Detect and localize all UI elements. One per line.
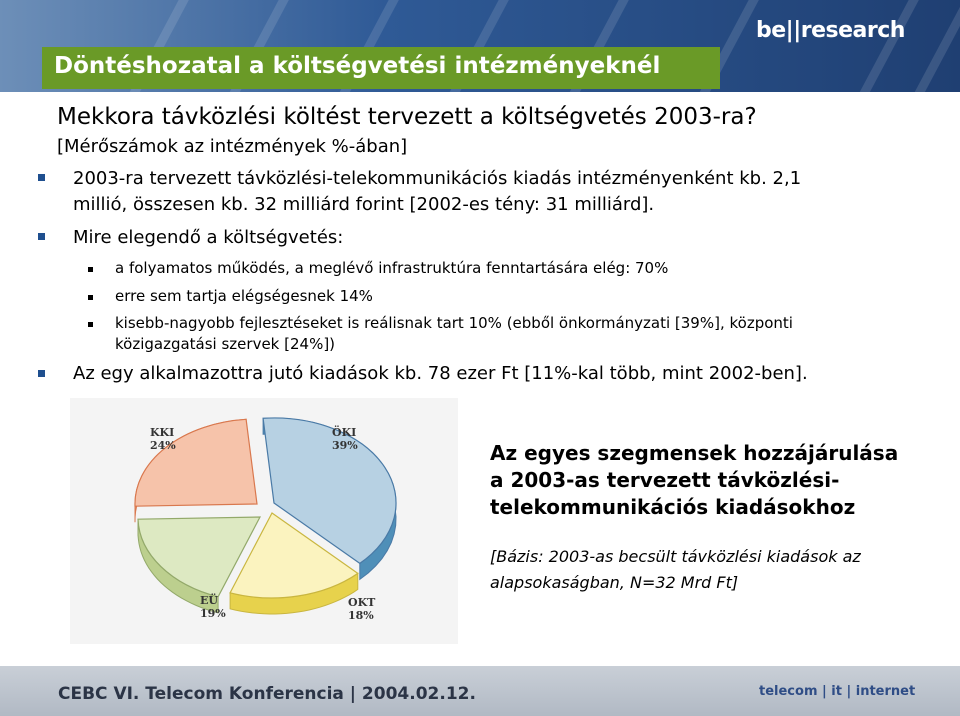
bullet-marker-1: [38, 174, 45, 181]
bullet-marker-2: [38, 233, 45, 240]
pie-label-okt: OKT: [348, 596, 376, 609]
question-sub: [Mérőszámok az intézmények %-ában]: [57, 136, 408, 157]
logo: be||research: [756, 18, 905, 43]
sub-bullet-2: erre sem tartja elégségesnek 14%: [115, 287, 373, 305]
chart-area: [70, 398, 458, 644]
sub-bullet-marker-3: [88, 322, 93, 327]
pie-value-kki: 24%: [150, 439, 176, 452]
bullet-1-line-1: 2003-ra tervezett távközlési-telekommunikációs kiadás intézményenként kb. 2,1: [73, 168, 802, 189]
pie-value-okt: 18%: [348, 609, 374, 622]
pie-value-eü: 19%: [200, 607, 226, 620]
sub-bullet-marker-1: [88, 267, 93, 272]
bullet-1-line-2: millió, összesen kb. 32 milliárd forint [2002-es tény: 31 milliárd].: [73, 194, 655, 215]
slide-title-box: [42, 47, 720, 89]
bullet-3: Az egy alkalmazottra jutó kiadások kb. 78 ezer Ft [11%-kal több, mint 2002-ben].: [73, 363, 808, 384]
pie-label-kki: KKI: [150, 426, 175, 439]
chart-base-note: [Bázis: 2003-as becsült távközlési kiadások az alapsokaságban, N=32 Mrd Ft]: [490, 547, 861, 592]
slide-title: Döntéshozatal a költségvetési intézményeknél: [54, 53, 661, 79]
pie-label-eü: EÜ: [200, 594, 218, 607]
pie-value-öki: 39%: [332, 439, 358, 452]
bullet-2: Mire elegendő a költségvetés:: [73, 227, 344, 248]
pie-chart: [70, 398, 458, 644]
sub-bullet-3-line-2: közigazgatási szervek [24%]): [115, 335, 336, 353]
footer-conference: CEBC VI. Telecom Konferencia | 2004.02.12.: [58, 684, 476, 704]
sub-bullet-marker-2: [88, 295, 93, 300]
pie-label-öki: ÖKI: [332, 426, 357, 439]
bullet-marker-3: [38, 370, 45, 377]
footer-tagline: telecom | it | internet: [759, 684, 916, 699]
chart-side-title: Az egyes szegmensek hozzájárulása a 2003-as tervezett távközlési-telekommunikációs kiadásokhoz: [490, 441, 899, 519]
question-main: Mekkora távközlési költést tervezett a költségvetés 2003-ra?: [57, 104, 757, 130]
sub-bullet-3-line-1: kisebb-nagyobb fejlesztéseket is reálisnak tart 10% (ebből önkormányzati [39%], központi: [115, 314, 793, 332]
sub-bullet-1: a folyamatos működés, a meglévő infrastruktúra fenntartására elég: 70%: [115, 259, 669, 277]
footer-bar: [0, 666, 960, 716]
